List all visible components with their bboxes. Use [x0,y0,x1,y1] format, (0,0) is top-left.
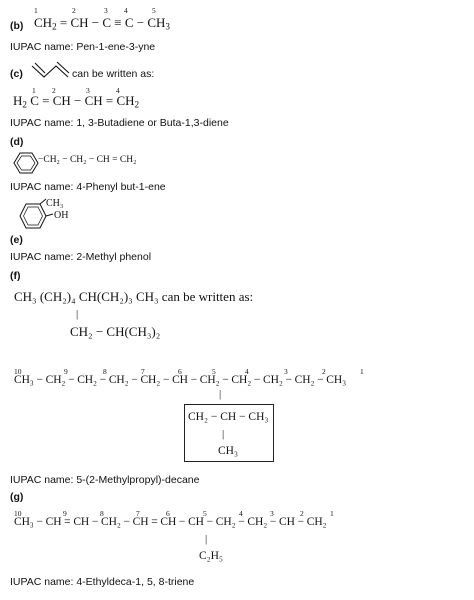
hydroxyl-group-label: OH [54,210,69,221]
formula-text: = CH − C ≡ C − CH [56,15,166,30]
formula-text: C = CH − CH = CH [26,93,135,108]
carbon-number: 3 [86,86,90,95]
benzene-ring-icon [14,152,38,174]
substituent-formula: CH₂ − CH − CH₃ [188,411,269,423]
formula-subscript: 2 [134,99,140,110]
ethyl-bond: | [205,533,208,545]
branch-formula: CH₂ − CH(CH₃)₂ [70,324,161,339]
decane-main-chain: CH₃ − CH₂ − CH₂ − CH₂ − CH₂ − CH − CH₂ − CH₂ − CH₂ − CH₂ − CH₃ [14,374,346,386]
carbon-number: 10 [14,367,22,376]
condensed-formula: CH₃ (CH₂)₄ CH(CH₂)₃ CH₃ can be written as: [14,289,254,304]
carbon-number: 4 [124,6,128,15]
formula-subscript: 3 [165,21,170,32]
section-b-label: (b) [10,20,24,32]
carbon-number: 3 [104,6,108,15]
carbon-number: 2 [72,6,76,15]
section-g-label: (g) [10,491,24,503]
formula-subscript: 2 [52,21,57,32]
iupac-name-g: IUPAC name: 4-Ethyldeca-1, 5, 8-triene [10,576,195,588]
iupac-name-b: IUPAC name: Pen-1-ene-3-yne [10,41,156,53]
section-e-label: (e) [10,234,23,246]
carbon-number: 3 [270,509,274,518]
iupac-name-c: IUPAC name: 1, 3-Butadiene or Buta-1,3-diene [10,117,229,129]
carbon-number: 2 [322,367,326,376]
branch-bond: | [76,308,79,320]
carbon-number: 9 [64,367,68,376]
carbon-number: 10 [14,509,22,518]
carbon-number: 2 [300,509,304,518]
carbon-number: 8 [100,509,104,518]
triene-main-chain: CH₃ − CH = CH − CH₂ − CH = CH − CH − CH₂ − CH₂ − CH − CH₂ [14,516,327,528]
formula-subscript: 2 [22,99,27,110]
carbon-number: 4 [239,509,243,518]
carbon-number: 4 [116,86,120,95]
carbon-number: 1 [360,367,364,376]
substituent-bond: | [219,388,222,400]
substituent-branch-bond: | [222,428,225,440]
butene-chain: −CH₂ − CH₂ − CH = CH₂ [38,155,137,165]
carbon-number: 7 [136,509,140,518]
carbon-number: 5 [203,509,207,518]
methyl-group-label: CH₃ [46,198,64,209]
carbon-number: 2 [52,86,56,95]
carbon-number: 4 [245,367,249,376]
section-d-label: (d) [10,136,24,148]
carbon-number: 8 [103,367,107,376]
carbon-number: 7 [141,367,145,376]
written-as-text: can be written as: [72,68,155,80]
formula-text: CH [34,15,53,30]
carbon-number: 3 [284,367,288,376]
carbon-number: 1 [330,509,334,518]
formula-text: H [13,93,23,108]
iupac-name-d: IUPAC name: 4-Phenyl but-1-ene [10,181,166,193]
section-f-label: (f) [10,270,21,282]
carbon-number: 1 [34,6,38,15]
substituent-methyl: CH₃ [218,445,238,457]
iupac-name-f: IUPAC name: 5-(2-Methylpropyl)-decane [10,474,200,486]
carbon-number: 1 [32,86,36,95]
iupac-name-e: IUPAC name: 2-Methyl phenol [10,251,152,263]
carbon-number: 5 [212,367,216,376]
carbon-number: 6 [166,509,170,518]
section-c-label: (c) [10,68,23,80]
carbon-number: 9 [63,509,67,518]
carbon-number: 6 [178,367,182,376]
carbon-number: 5 [152,6,156,15]
ethyl-substituent: C₂H₅ [199,550,223,562]
